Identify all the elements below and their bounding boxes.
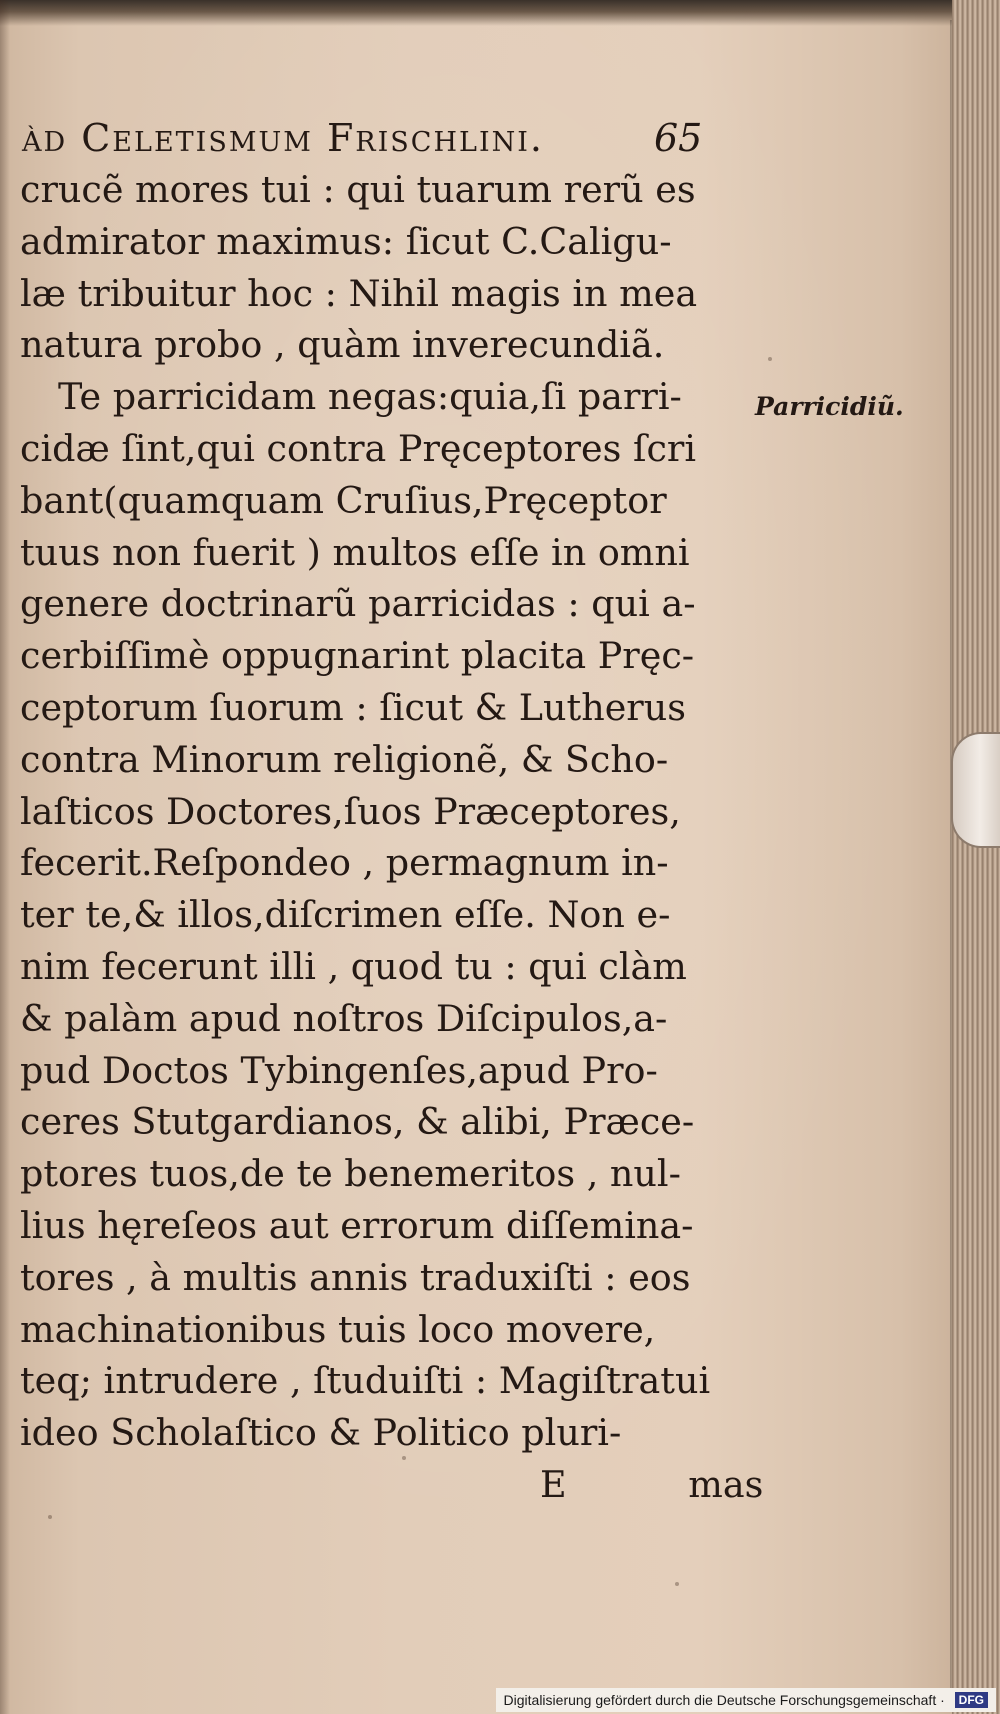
paper-speck bbox=[768, 357, 772, 361]
book-clasp bbox=[951, 732, 1000, 848]
left-edge-shadow bbox=[0, 0, 10, 1714]
text-line: genere doctrinarũ parricidas : qui a- bbox=[20, 582, 696, 626]
signature-mark: E bbox=[540, 1462, 567, 1506]
text-line: tores , à multis annis traduxiſti : eos bbox=[20, 1255, 691, 1299]
text-line: ideo Scholaſtico & Politico pluri- bbox=[20, 1411, 622, 1455]
text-line: nim fecerunt illi , quod tu : qui clàm bbox=[20, 944, 687, 988]
text-line: natura probo , quàm inverecundiã. bbox=[20, 323, 665, 367]
page-number: 65 bbox=[654, 116, 703, 160]
digitization-credit bbox=[496, 1688, 996, 1712]
text-line: ceptorum ſuorum : ſicut & Lutherus bbox=[20, 685, 686, 729]
credit-text: Digitalisierung gefördert durch die Deutsche Forschungsgemeinschaft · bbox=[503, 1692, 945, 1708]
text-line: tuus non fuerit ) multos eſſe in omni bbox=[20, 530, 690, 574]
text-line: laſticos Doctores,ſuos Præceptores, bbox=[20, 789, 681, 833]
text-line: pud Doctos Tybingenſes,apud Pro- bbox=[20, 1048, 658, 1092]
text-line: læ tribuitur hoc : Nihil magis in mea bbox=[20, 271, 698, 315]
text-line: ceres Stutgardianos, & alibi, Præce- bbox=[20, 1100, 695, 1144]
running-header bbox=[22, 112, 722, 164]
paper-speck bbox=[48, 1515, 52, 1519]
text-line: contra Minorum religionẽ, & Scho- bbox=[20, 737, 669, 781]
text-line: ptores tuos,de te benemeritos , nul- bbox=[20, 1152, 681, 1196]
text-line: cidæ ſint,qui contra Pręceptores ſcri bbox=[20, 426, 697, 470]
paper-speck bbox=[675, 1582, 679, 1586]
text-line-paragraph-start: Te parricidam negas:quia,ſi parri- bbox=[58, 375, 682, 419]
text-line: ter te,& illos,diſcrimen eſſe. Non e- bbox=[20, 893, 671, 937]
paper-speck bbox=[402, 1456, 406, 1460]
top-shadow bbox=[0, 0, 1000, 26]
body-text bbox=[20, 164, 764, 1511]
dfg-logo: DFG bbox=[955, 1692, 988, 1708]
text-line: machinationibus tuis loco movere, bbox=[20, 1307, 656, 1351]
marginal-note: Parricidiũ. bbox=[755, 392, 904, 421]
catchword-line bbox=[20, 1459, 764, 1511]
text-line: bant(quamquam Cruſius,Pręceptor bbox=[20, 478, 667, 522]
text-line: lius hęreſeos aut errorum diſſemina- bbox=[20, 1203, 694, 1247]
running-title: àd Celetismum Frischlini. bbox=[22, 116, 544, 160]
catchword: mas bbox=[688, 1462, 764, 1506]
book-spine-edges bbox=[952, 0, 1000, 1714]
text-line: crucẽ mores tui : qui tuarum rerũ es bbox=[20, 168, 696, 211]
text-line: & palàm apud noſtros Diſcipulos,a- bbox=[20, 996, 668, 1040]
text-line: admirator maximus: ſicut C.Caligu- bbox=[20, 219, 672, 263]
text-line: cerbiſſimè oppugnarint placita Pręc- bbox=[20, 634, 695, 678]
text-line: teq; intrudere , ſtuduiſti : Magiſtratui bbox=[20, 1359, 711, 1403]
text-line: fecerit.Reſpondeo , permagnum in- bbox=[20, 841, 669, 885]
